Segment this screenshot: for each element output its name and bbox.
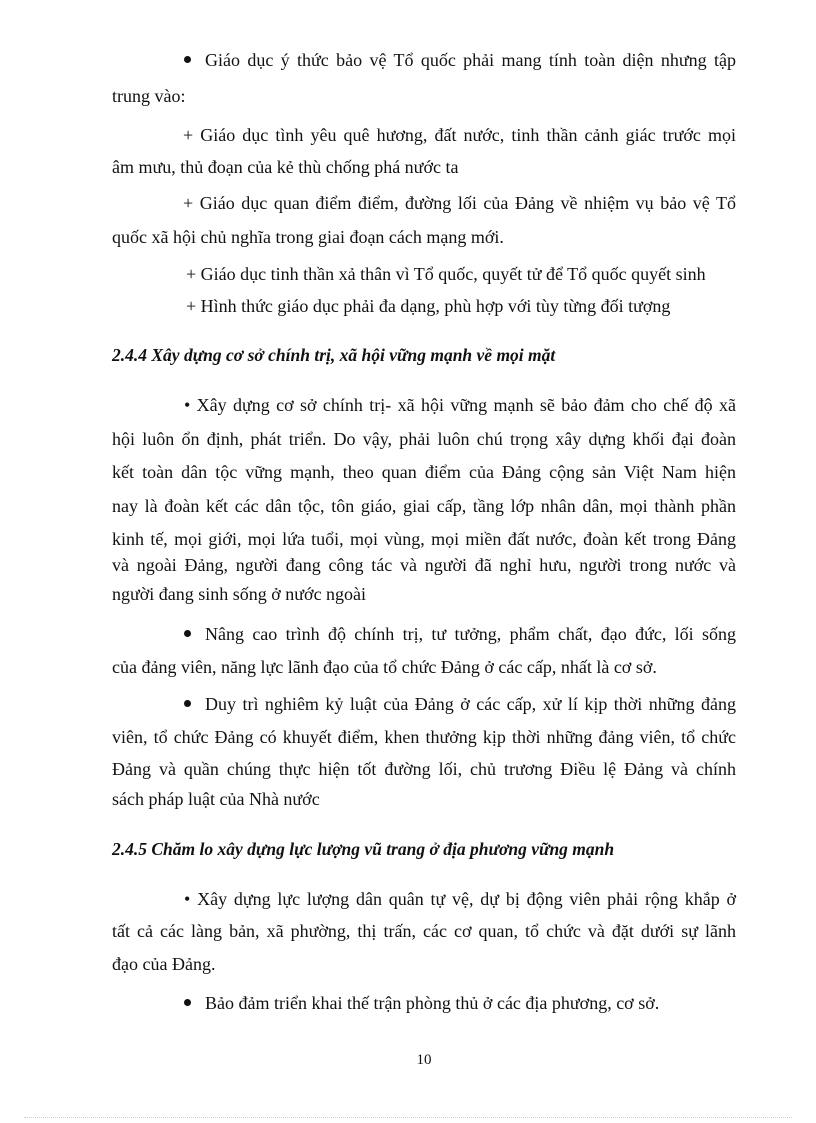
text-line: âm mưu, thủ đoạn của kẻ thù chống phá nước ta: [112, 157, 459, 177]
text-line: quốc xã hội chủ nghĩa trong giai đoạn cách mạng mới.: [112, 227, 504, 247]
bullet-line: Duy trì nghiêm kỷ luật của Đảng ở các cấp, xử lí kịp thời những đảng: [184, 693, 736, 715]
bullet-icon: [184, 56, 191, 63]
text-line: kinh tế, mọi giới, mọi lứa tuổi, mọi vùng, mọi miền đất nước, đoàn kết trong Đảng: [112, 529, 736, 549]
bullet-line: Nâng cao trình độ chính trị, tư tưởng, phẩm chất, đạo đức, lối sống: [184, 623, 736, 645]
text-line: kết toàn dân tộc vững mạnh, theo quan điểm của Đảng cộng sản Việt Nam hiện: [112, 462, 736, 482]
text-line: đạo của Đảng.: [112, 954, 216, 974]
bullet-icon: [184, 700, 191, 707]
text-line: tất cả các làng bản, xã phường, thị trấn, các cơ quan, tổ chức và đặt dưới sự lãnh: [112, 921, 736, 941]
text-line: nay là đoàn kết các dân tộc, tôn giáo, giai cấp, tầng lớp nhân dân, mọi thành phần: [112, 496, 736, 516]
text-line: sách pháp luật của Nhà nước: [112, 789, 320, 809]
section-heading: 2.4.4 Xây dựng cơ sở chính trị, xã hội vững mạnh về mọi mặt: [112, 345, 556, 365]
page-bottom-border: [24, 1117, 792, 1118]
bullet-icon: [184, 999, 191, 1006]
page-number: 10: [416, 1052, 432, 1068]
text-line: người đang sinh sống ở nước ngoài: [112, 584, 367, 604]
text-line: + Hình thức giáo dục phải đa dạng, phù hợp với tùy từng đối tượng: [186, 296, 671, 316]
text-line: viên, tổ chức Đảng có khuyết điểm, khen thưởng kịp thời những đảng viên, tổ chức: [112, 727, 736, 747]
text-line: của đảng viên, năng lực lãnh đạo của tổ chức Đảng ở các cấp, nhất là cơ sở.: [112, 657, 657, 677]
text-line: trung vào:: [112, 86, 186, 106]
text-line: Đảng và quần chúng thực hiện tốt đường lối, chủ trương Điều lệ Đảng và chính: [112, 759, 736, 779]
text-line: • Xây dựng lực lượng dân quân tự vệ, dự bị động viên phải rộng khắp ở: [184, 889, 736, 909]
text-line: + Giáo dục tình yêu quê hương, đất nước, tinh thần cảnh giác trước mọi: [183, 125, 736, 145]
text-line: + Giáo dục tinh thần xả thân vì Tổ quốc, quyết tử để Tổ quốc quyết sinh: [186, 264, 706, 284]
bullet-line: Giáo dục ý thức bảo vệ Tổ quốc phải mang tính toàn diện nhưng tập: [184, 49, 736, 71]
section-heading: 2.4.5 Chăm lo xây dựng lực lượng vũ trang ở địa phương vững mạnh: [112, 839, 615, 859]
bullet-line: Bảo đảm triển khai thế trận phòng thủ ở các địa phương, cơ sở.: [184, 992, 736, 1014]
text-line: • Xây dựng cơ sở chính trị- xã hội vững mạnh sẽ bảo đảm cho chế độ xã: [184, 395, 736, 415]
bullet-icon: [184, 630, 191, 637]
text-line: + Giáo dục quan điểm điểm, đường lối của Đảng về nhiệm vụ bảo vệ Tổ: [183, 193, 736, 213]
text-line: và ngoài Đảng, người đang công tác và người đã nghỉ hưu, người trong nước và: [112, 555, 736, 575]
text-line: hội luôn ổn định, phát triển. Do vậy, phải luôn chú trọng xây dựng khối đại đoàn: [112, 429, 736, 449]
